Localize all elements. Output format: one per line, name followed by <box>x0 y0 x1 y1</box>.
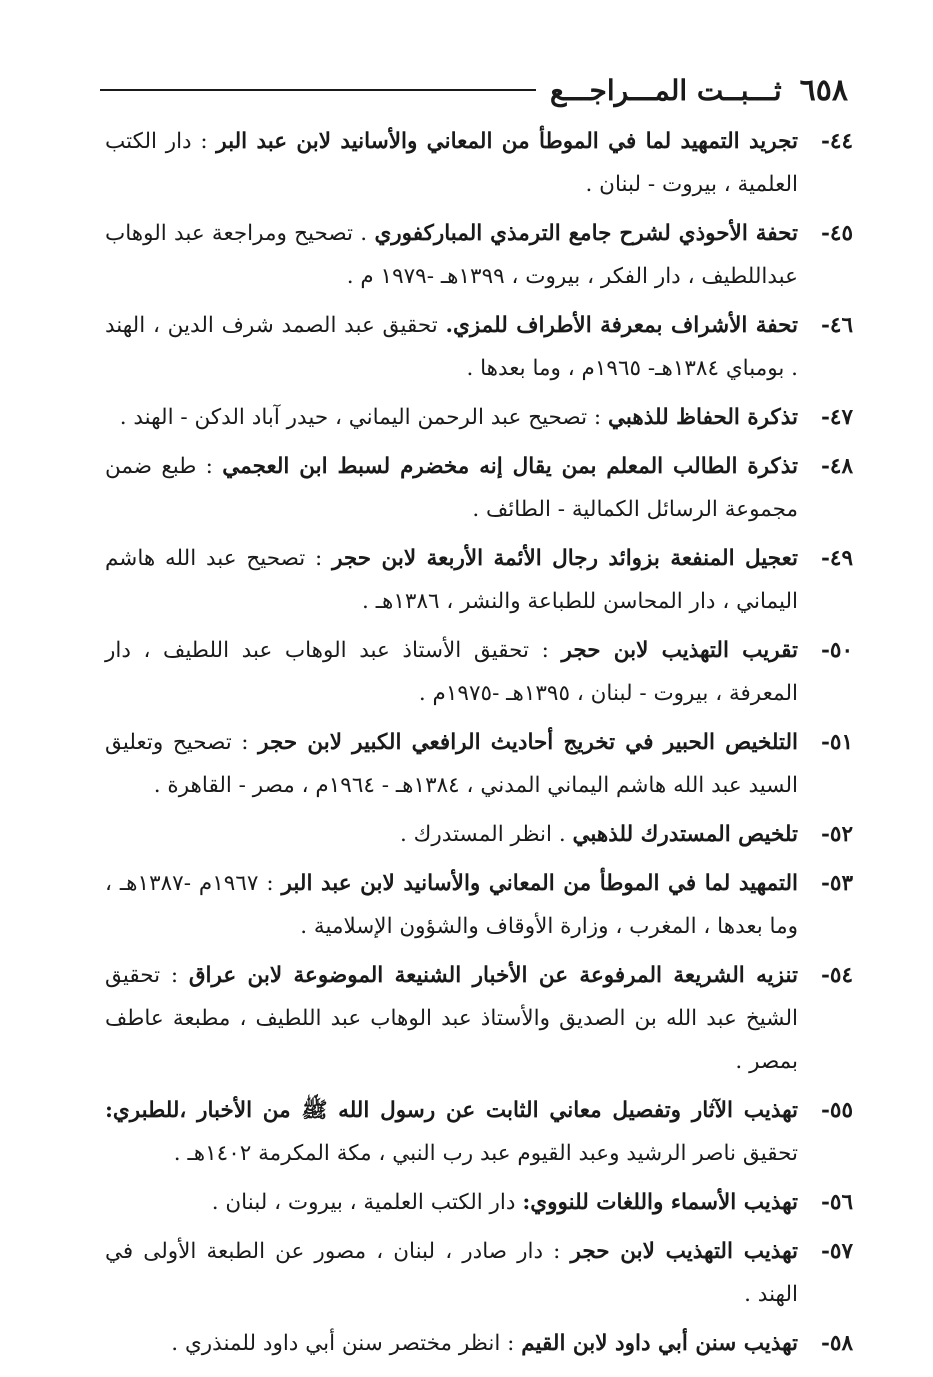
entry-title: تذكرة الطالب المعلم بمن يقال إنه مخضرم لسبط ابن العجمي <box>222 454 798 479</box>
entry-title: تعجيل المنفعة بزوائد رجال الأئمة الأربعة لابن حجر <box>332 546 798 571</box>
entry-title: تهذيب الأسماء واللغات للنووي: <box>522 1190 798 1215</box>
entry-number: ٤٩- <box>820 546 853 571</box>
reference-entry <box>105 813 853 856</box>
entry-title: تحفة الأشراف بمعرفة الأطراف للمزي. <box>445 313 799 338</box>
reference-entry <box>105 1181 853 1224</box>
entry-number: ٥٨- <box>820 1331 853 1356</box>
entry-title: تهذيب سنن أبي داود لابن القيم <box>521 1331 798 1356</box>
entry-number: ٤٦- <box>820 313 853 338</box>
entry-title: تذكرة الحفاظ للذهبي <box>607 405 798 430</box>
reference-entry <box>105 954 853 1083</box>
entry-title: تحفة الأحوذي لشرح جامع الترمذي المباركفوري <box>374 221 798 246</box>
entry-number: ٤٤- <box>820 129 853 154</box>
entry-text <box>105 537 798 623</box>
entry-text <box>105 629 798 715</box>
entry-details: دار الكتب العلمية ، بيروت ، لبنان . <box>211 1190 516 1215</box>
header-rule <box>100 89 536 91</box>
reference-entry <box>105 537 853 623</box>
page-header <box>100 70 848 110</box>
entry-number: ٥٦- <box>820 1190 853 1215</box>
entry-title: التلخيص الحبير في تخريج أحاديث الرافعي الكبير لابن حجر <box>258 730 798 755</box>
reference-entry <box>105 629 853 715</box>
entry-number: ٥٢- <box>820 822 853 847</box>
entry-title: التمهيد لما في الموطأ من المعاني والأسانيد لابن عبد البر <box>281 871 799 896</box>
reference-entry <box>105 120 853 206</box>
entry-title: تنزيه الشريعة المرفوعة عن الأخبار الشنيعة الموضوعة لابن عراق <box>188 963 798 988</box>
entry-text <box>105 954 798 1083</box>
entry-title: تجريد التمهيد لما في الموطأ من المعاني والأسانيد لابن عبد البر <box>216 129 798 154</box>
entry-text <box>105 1230 798 1316</box>
entry-details: : تحقيق الأستاذ عبد الوهاب عبد اللطيف ، دار المعرفة ، بيروت - لبنان ، ١٣٩٥هـ -١٩٧٥م . <box>105 638 798 706</box>
references-list <box>105 120 853 1371</box>
reference-entry <box>105 304 853 390</box>
entry-number: ٥٣- <box>820 871 853 896</box>
entry-text <box>105 120 798 206</box>
entry-title: تقريب التهذيب لابن حجر <box>561 638 799 663</box>
entry-details: : تصحيح وتعليق السيد عبد الله هاشم اليماني المدني ، ١٣٨٤هـ - ١٩٦٤م ، مصر - القاهرة . <box>105 730 798 798</box>
entry-details: تحقيق ناصر الرشيد وعبد القيوم عبد رب النبي ، مكة المكرمة ١٤٠٢هـ . <box>173 1141 798 1166</box>
entry-details: : انظر مختصر سنن أبي داود للمنذري . <box>171 1331 515 1356</box>
entry-title: تلخيص المستدرك للذهبي <box>572 822 798 847</box>
entry-text <box>105 212 798 298</box>
entry-number: ٥٧- <box>820 1239 853 1264</box>
entry-text <box>105 445 798 531</box>
entry-details: : تصحيح عبد الرحمن اليماني ، حيدر آباد الدكن - الهند . <box>119 405 602 430</box>
reference-entry <box>105 862 853 948</box>
entry-text <box>105 813 798 856</box>
reference-entry <box>105 1089 853 1175</box>
entry-details: : تصحيح عبد الله هاشم اليماني ، دار المحاسن للطباعة والنشر ، ١٣٨٦هـ . <box>105 546 798 614</box>
reference-entry <box>105 445 853 531</box>
entry-title: تهذيب الآثار وتفصيل معاني الثابت عن رسول الله ﷺ من الأخبار ،للطبري: <box>105 1098 798 1123</box>
entry-details: : تحقيق الشيخ عبد الله بن الصديق والأستاذ عبد الوهاب عبد اللطيف ، مطبعة عاطف بمصر . <box>105 963 798 1074</box>
entry-details: : دار صادر ، لبنان ، مصور عن الطبعة الأولى في الهند . <box>105 1239 798 1307</box>
entry-details: . تصحيح ومراجعة عبد الوهاب عبداللطيف ، دار الفكر ، بيروت ، ١٣٩٩هـ -١٩٧٩ م . <box>105 221 798 289</box>
entry-text <box>105 1089 798 1175</box>
reference-entry <box>105 1230 853 1316</box>
entry-number: ٥١- <box>820 730 853 755</box>
entry-number: ٥٠- <box>820 638 853 663</box>
reference-entry <box>105 396 853 439</box>
entry-number: ٤٥- <box>820 221 853 246</box>
entry-number: ٤٨- <box>820 454 853 479</box>
entry-text <box>105 304 798 390</box>
page-number: ٦٥٨ <box>799 72 848 108</box>
running-title: ثـــبــت المـــراجـــع <box>550 73 782 107</box>
entry-number: ٥٤- <box>820 963 853 988</box>
entry-text <box>105 721 798 807</box>
entry-details: : ١٩٦٧م -١٣٨٧هـ ، وما بعدها ، المغرب ، وزارة الأوقاف والشؤون الإسلامية . <box>105 871 798 939</box>
entry-title: تهذيب التهذيب لابن حجر <box>570 1239 798 1264</box>
entry-text <box>105 1322 798 1365</box>
reference-entry <box>105 721 853 807</box>
reference-entry <box>105 212 853 298</box>
entry-number: ٥٥- <box>820 1098 853 1123</box>
entry-details: . انظر المستدرك . <box>400 822 566 847</box>
entry-text <box>105 862 798 948</box>
entry-details: : طبع ضمن مجموعة الرسائل الكمالية - الطائف . <box>105 454 798 522</box>
entry-text <box>105 1181 798 1224</box>
entry-text <box>105 396 798 439</box>
entry-details: تحقيق عبد الصمد شرف الدين ، الهند . بومباي ١٣٨٤هـ- ١٩٦٥م ، وما بعدها . <box>105 313 798 381</box>
entry-number: ٤٧- <box>820 405 853 430</box>
reference-entry <box>105 1322 853 1365</box>
entry-details: : دار الكتب العلمية ، بيروت - لبنان . <box>105 129 798 197</box>
